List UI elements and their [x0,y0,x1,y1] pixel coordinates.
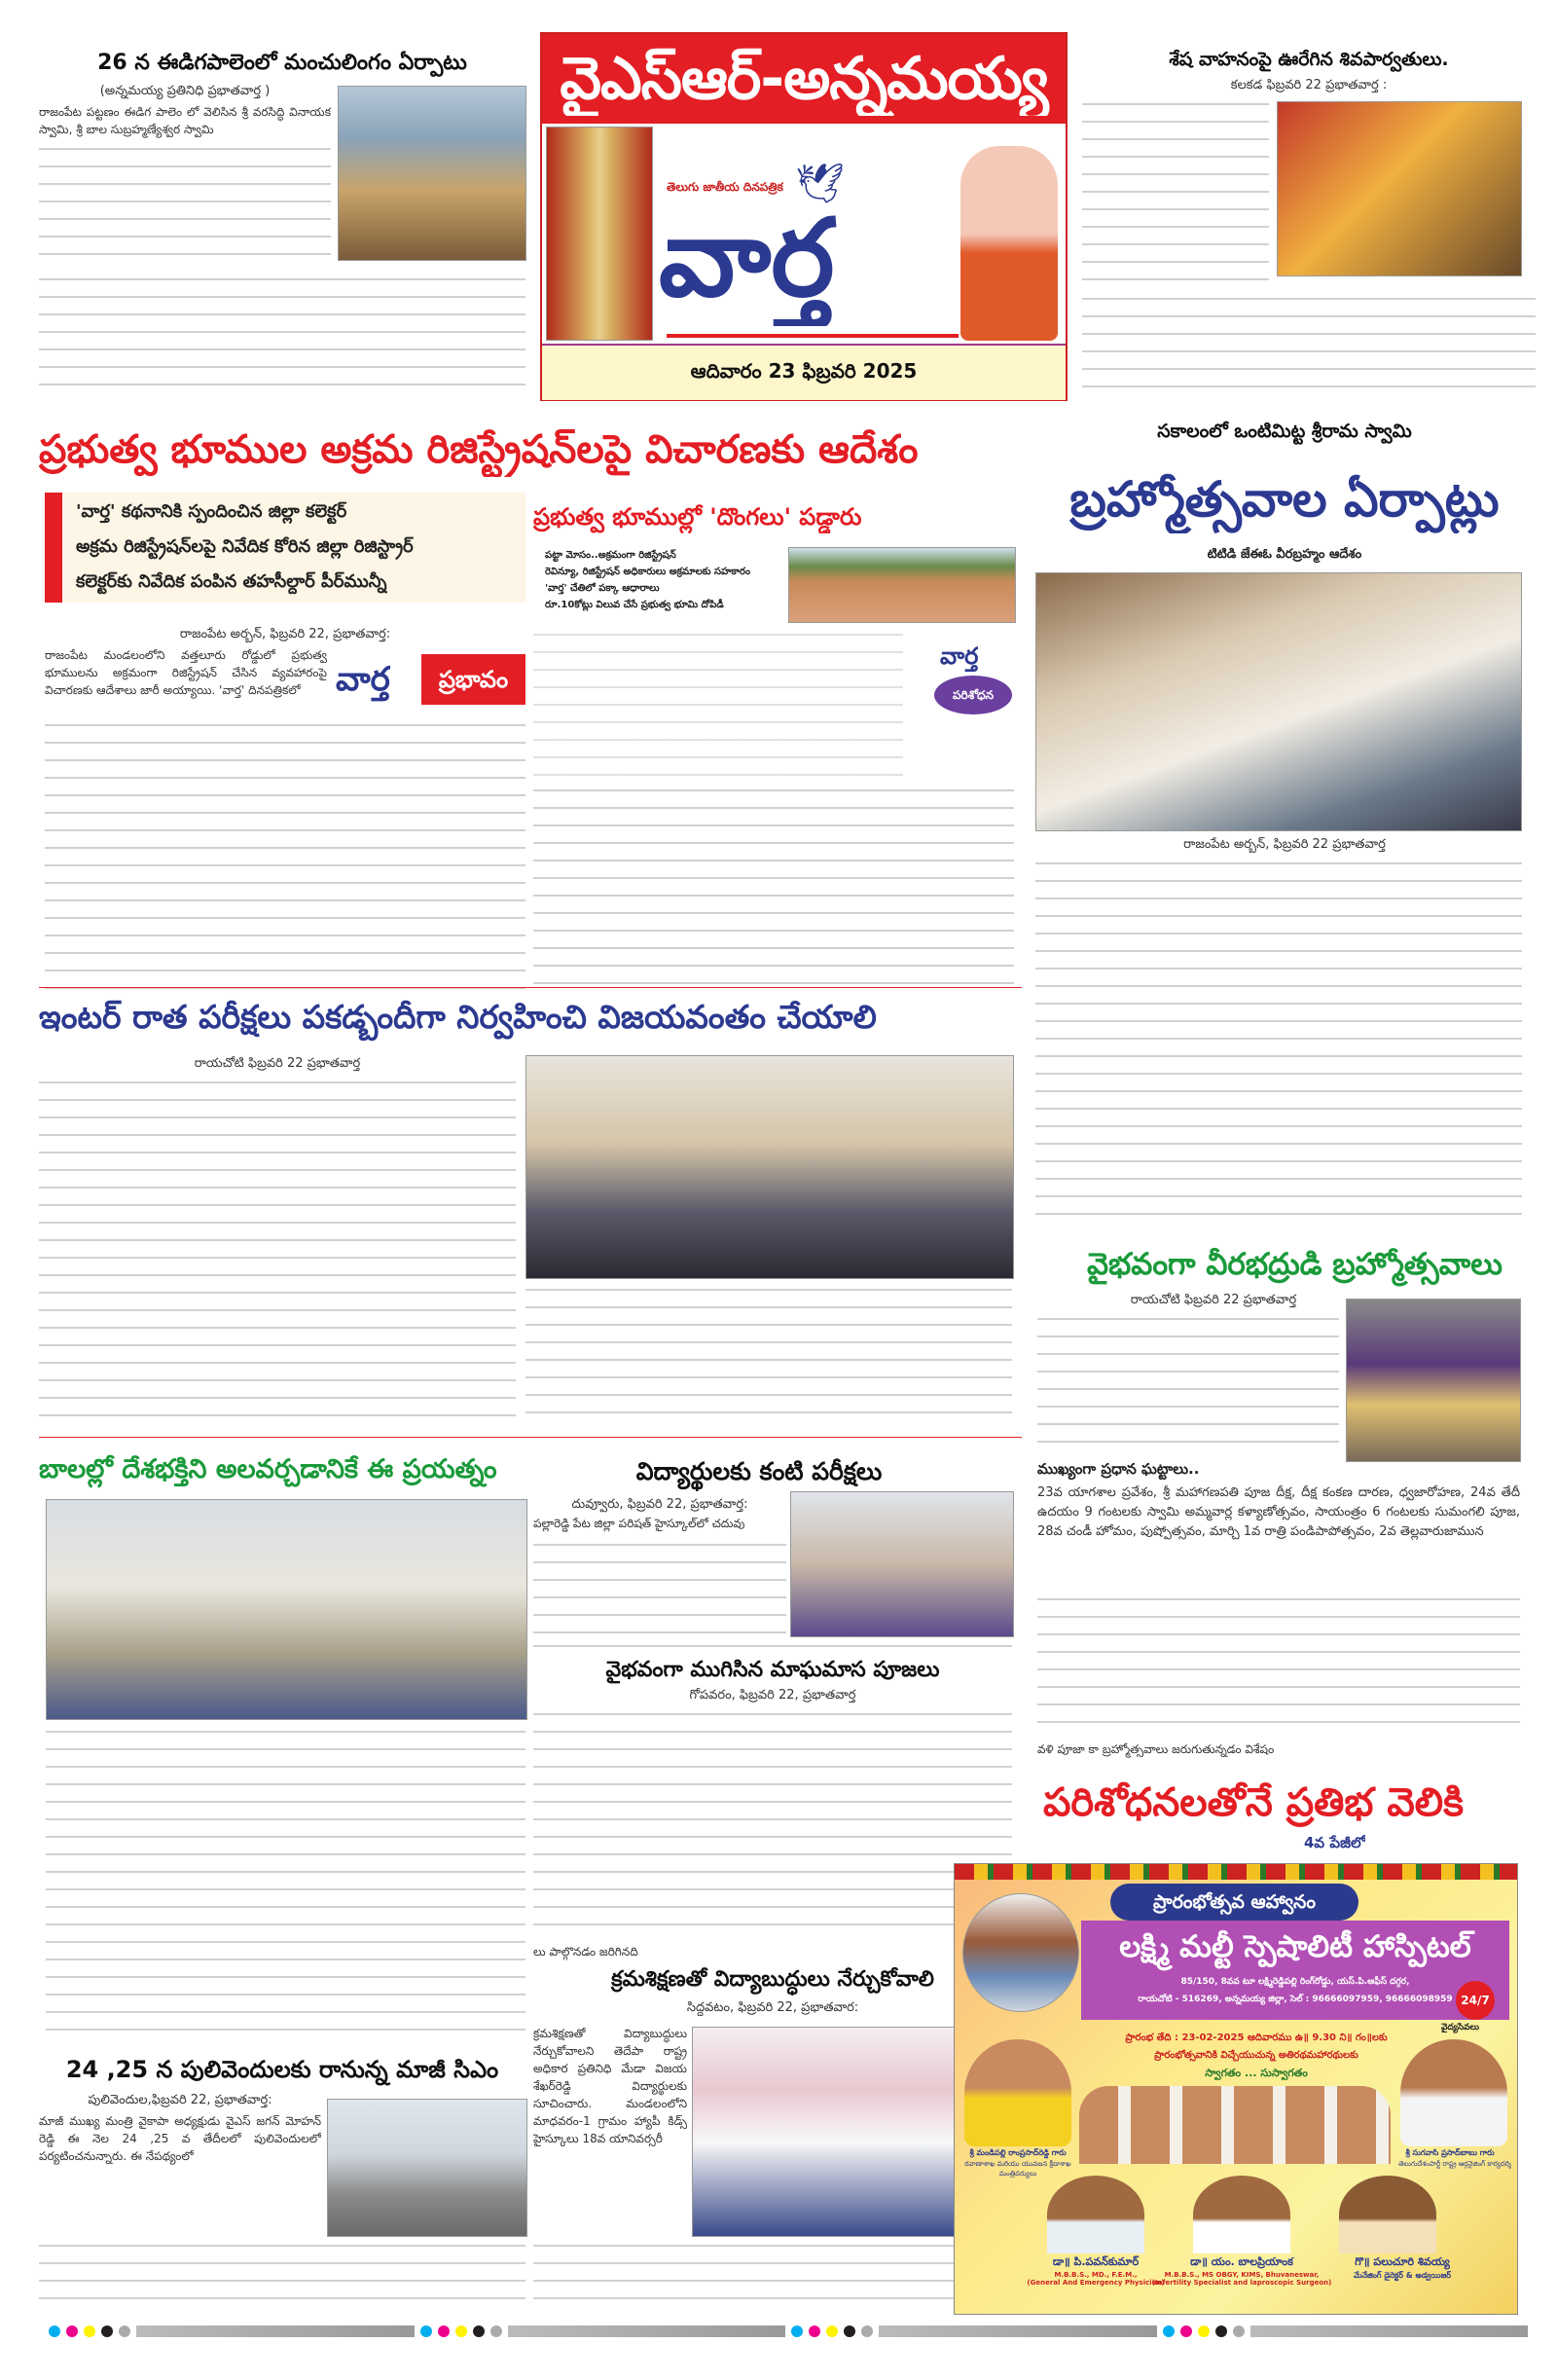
guest-left-title: రవాణాశాఖ మరియు యువజన క్రీడాశాఖ మంత్రివర్యులు [964,2160,1071,2178]
registration-gray-bar [508,2325,786,2337]
lead-headline: ప్రభుత్వ భూముల అక్రమ రిజిస్ట్రేషన్‌లపై విచారణకు ఆదేశం [39,427,919,472]
dateline: రాజంపేట అర్బన్, ఫిబ్రవరి 22 ప్రభాతవార్త [1183,837,1386,852]
24-7-badge: 24/7 [1456,1981,1495,2020]
registration-dot [455,2325,467,2337]
registration-dot [1198,2325,1210,2337]
doctor-card [1329,2255,1475,2282]
article-body: రాజంపేట మండలంలోని వత్తలూరు రోడ్డులో ప్రభుత్వ భూములను అక్రమంగా రిజిస్ట్రేషన్ చేసిన వ్యవహారంపై విచారణకు ఆదేశాలు జారీ అయ్యాయి. 'వార్త' దినపత్రికలో [45,648,327,697]
registration-dot [809,2325,820,2337]
article-text-block [45,718,525,991]
registration-gray-bar [879,2325,1157,2337]
badge-label: ప్రభావం [421,654,525,705]
section-label: ముఖ్యంగా ప్రధాన ఘట్టాలు.. [1037,1460,1200,1478]
registration-dot [490,2325,502,2337]
article-text-block [1035,857,1522,1227]
doctor-spec: మేనేజింగ్ డైరెక్టర్ & అడ్వయిజర్ [1353,2271,1452,2280]
doctor-photo [1339,2176,1436,2253]
newspaper-logo: వార్త [659,196,835,320]
headline-dongalu: ప్రభుత్వ భూముల్లో 'దొంగలు' పడ్డారు [533,503,862,531]
helipad-inspection-photo [327,2099,527,2237]
date-bar [542,344,1066,400]
article-text-block [1082,97,1269,292]
registration-dot [119,2325,130,2337]
divider [39,987,1022,988]
temple-photo [338,86,526,261]
deity-photo [546,127,653,341]
page-jump-link[interactable]: 4వ పేజీలో [1304,1834,1366,1851]
article-text-block [533,1639,1012,1647]
guest-left-photo [964,2039,1071,2146]
dateline: గోపవరం, ఫిబ్రవరి 22, ప్రభాతవార్త [689,1688,856,1703]
accent-bar [45,493,62,603]
article-text-block [525,1283,1012,1429]
article-text-block [533,1538,786,1635]
dongalu-highlights [545,547,788,613]
registration-dot [438,2325,450,2337]
registration-dot [844,2325,855,2337]
article-text-block [39,1076,516,1426]
kicker: సకాలంలో ఒంటిమిట్ట శ్రీరామ స్వామి [1157,421,1412,442]
doctor-spec: (General And Emergency Physician) [1027,2279,1165,2287]
shiva-parvati-photo [1277,101,1522,276]
registration-dot [84,2325,95,2337]
guest-left-name: శ్రీ మండిపల్లి రాంప్రసాద్‌రెడ్డి గారు [969,2148,1067,2157]
meeting-photo [1035,572,1522,831]
tagline: తెలుగు జాతీయ దినపత్రిక [667,180,783,194]
annamayya-illustration [960,146,1058,341]
article-body: క్రమశిక్షణతో విద్యాబుద్ధులు నేర్చుకోవాలని తెదేపా రాష్ట్ర అధికార ప్రతినిధి మేడా విజయ శేఖర్‌రెడ్డి విద్యార్థులకు సూచించారు. మండలంలోని మాధవరం-1 గ్రామం హ్యాపీ కిడ్స్ హైస్కూలు 18వ యానివర్సరీ [533,2027,687,2145]
varta-prabhavam-badge [336,654,525,705]
varta-parishodhana-badge [934,642,1012,720]
print-registration-bar [49,2325,1528,2338]
logo-underline [667,334,959,338]
subhead: టిటిడి జేఈఓ వీరబ్రహ్మం ఆదేశం [1207,547,1362,562]
exam-review-meeting-photo [525,1055,1014,1279]
headline-brahmotsavam: బ్రహ్మోత్సవాల ఏర్పాట్లు [1069,471,1500,528]
doctor-quals: M.B.B.S., MD., F.E.M., [1054,2271,1138,2279]
headline-shesha-vahanam: శేష వాహనంపై ఊరేగిన శివపార్వతులు. [1169,49,1449,70]
badge-logo: వార్త [940,642,979,670]
hospital-building-photo [962,1893,1079,2012]
lead-highlights-box [45,493,525,603]
badge-label: పరిశోధన [934,676,1012,714]
doctor-quals: M.B.B.S., MS OBGY, KIMS, Bhuvaneswar, [1164,2271,1320,2279]
doctor-name: గొ॥ పలుచూరి శివయ్య [1355,2255,1450,2268]
headline-deshabhakti: బాలల్లో దేశభక్తిని అలవర్చడానికే ఈ ప్రయత్నం [39,1454,497,1484]
article-closing: వళి పూజా కా బ్రహ్మోత్సవాలు జరుగుతున్నడం విశేషం [1037,1742,1275,1756]
highlight-line: కలెక్టర్‌కు నివేదిక పంపిన తహసీల్దార్ పీర్‌మున్నీ [76,571,387,592]
opening-date: ప్రారంభ తేది : 23-02-2025 ఆదివారము ఉ॥ 9.30 ని॥ గం॥లకు [1125,2032,1388,2043]
garland-decoration [955,1864,1517,1880]
headline-veerabhadra: వైభవంగా వీరభద్రుడి బ్రహ్మోత్సవాలు [1087,1247,1503,1282]
registration-gray-bar [136,2325,415,2337]
highlight-line: 'వార్త' చేతిలో పక్కా ఆధారాలు [545,583,660,594]
dove-icon: 🕊 [795,162,845,206]
registration-dot [473,2325,485,2337]
headline-inter: ఇంటర్ రాత పరీక్షలు పకడ్బందీగా నిర్వహించి విజయవంతం చేయాలి [39,998,877,1036]
dateline: రాయచోటి ఫిబ్రవరి 22 ప్రభాతవార్త [194,1056,361,1071]
article-body: రాజంపేట పట్టణం ఈడిగ పాలెం లో వెలిసిన శ్రీ వరసిద్ధి వినాయక స్వామి, శ్రీ బాల సుబ్రహ్మణ్యేశ్వర స్వామి [39,105,331,136]
guest-right-name: శ్రీ సుగవాసి ప్రసాద్‌బాబు గారు [1405,2148,1495,2157]
doctor-card [1023,2255,1169,2287]
article-text-block [46,1725,525,2041]
doctor-name: డా॥ పి.పవన్‌కుమార్ [1052,2255,1140,2268]
registration-dot [861,2325,873,2337]
veerabhadra-deity-photo [1346,1299,1521,1462]
divider [39,1437,1022,1438]
headline-parishodhana: పరిశోధనలతోనే ప్రతిభ వెలికి [1042,1780,1464,1825]
article-text-block [533,2239,1012,2312]
guest-right-title: తెలుగుదేశంపార్టీ రాష్ట్ర ఆర్గనైజింగ్ కార్యదర్శి [1398,2160,1511,2168]
dateline: రాయచోటి ఫిబ్రవరి 22 ప్రభాతవార్త [1130,1293,1297,1307]
article-text-block [39,2239,525,2312]
dateline: కలకడ ఫిబ్రవరి 22 ప్రభాతవార్త : [1230,78,1388,92]
doctor-photo [1193,2176,1290,2253]
article-text-block [39,142,331,269]
headline-manchulingam: 26 న ఈడిగపాలెంలో మంచులింగం ఏర్పాటు [97,51,467,75]
hospital-advertisement [954,1863,1518,2315]
article-text-block [39,273,525,389]
masthead [540,32,1068,401]
registration-dot [791,2325,803,2337]
leaders-photo-row [1079,2086,1391,2164]
dateline: దువ్వూరు, ఫిబ్రవరి 22, ప్రభాతవార్త: [571,1497,748,1512]
eye-test-photo [790,1491,1014,1637]
dateline: రాజంపేట అర్బన్, ఫిబ్రవరి 22, ప్రభాతవార్త: [179,627,391,641]
article-body: పల్లారెడ్డి పేట జిల్లా పరిషత్ హైస్కూల్‌లో చదువు [533,1517,745,1530]
dateline: సిద్దవటం, ఫిబ్రవరి 22, ప్రభాతవార: [686,2000,859,2015]
article-text-block [1037,1312,1339,1448]
hospital-address: రాయచోటి - 516269, అన్నమయ్య జిల్లా, సెల్ : 9666609795‌9, 9666609895‌9 [1138,1995,1453,2004]
ad-banner: ప్రారంభోత్సవ ఆహ్వానం [1110,1884,1358,1921]
dateline: (అన్నమయ్య ప్రతినిధి ప్రభాతవార్త ) [99,84,271,98]
welcome-text: స్వాగతం ... సుస్వాగతం [1205,2067,1308,2079]
highlight-line: పట్టా మోసం..అక్రమంగా రిజిస్ట్రేషన్ [545,550,676,561]
article-text-block [533,628,903,779]
headline-maghamasa: వైభవంగా ముగిసిన మాఘమాస పూజలు [605,1658,940,1682]
registration-dot [420,2325,432,2337]
article-body: 23వ యాగశాల ప్రవేశం, శ్రీ మహాగణపతి పూజ దీక్ష, దీక్ష కంకణ దారణ, ధ్వజారోహణ, 24వ తేదీ ఉదయం 9 గంటలకు స్వామి అమ్మవార్ల కళ్యాణోత్సవం, సాయంత్రం 6 గంటలకు సుమంగలి పూజ, 28వ చండీ హోమం, పుష్పోత్సవం, మార్చి 1వ రాత్రి పండిపాపోత్సవం, 2వ తెల్లవారుజామున [1037,1485,1520,1539]
edition-date: ఆదివారం 23 ఫిబ్రవరి 2025 [690,359,918,383]
registration-dot [101,2325,113,2337]
registration-dot [1180,2325,1192,2337]
doctor-photo [1047,2176,1144,2253]
hospital-name-panel [1081,1921,1509,2020]
24-7-label: వైద్యసేవలు [1441,2023,1480,2032]
highlight-line: రెవిన్యూ, రిజిస్ట్రేషన్ అధికారులు అక్రమాలకు సహకారం [545,567,751,577]
edition-title: వైఎస్ఆర్-అన్నమయ్య [560,45,1048,113]
invitation-text: ప్రారంభోత్సవానికి విచ్చేయుచున్న అతిరథమహారథులకు [1154,2050,1358,2061]
doctor-name: డా॥ యం. బాలప్రియాంక [1190,2255,1293,2268]
registration-gray-bar [1250,2325,1529,2337]
edition-title-band [542,34,1066,124]
doctor-card [1149,2255,1334,2287]
headline-pulivendula: 24 ,25 న పులివెందులకు రానున్న మాజీ సిఎం [65,2056,499,2083]
article-closing: లు పాల్గొనడం జరిగినది [533,1945,638,1959]
article-text-block [1037,1593,1520,1739]
badge-logo: వార్త [336,660,390,699]
hospital-name: లక్ష్మి మల్టీ స్పెషాలిటీ హాస్పిటల్ [1119,1929,1471,1964]
registration-dot [1163,2325,1175,2337]
article-text-block [1082,292,1536,389]
article-text-block [533,784,1014,988]
highlight-line: అక్రమ రిజిస్ట్రేషన్‌లపై నివేదిక కోరిన జిల్లా రిజిస్ట్రార్ [76,536,414,557]
school-event-photo [46,1499,527,1720]
doctor-spec: (Infertility Specialist and laproscopic Surgeon) [1151,2279,1332,2287]
registration-dot [49,2325,60,2337]
highlight-line: 'వార్త' కథనానికి స్పందించిన జిల్లా కలెక్టర్ [76,501,347,522]
hospital-address: 85/150, 8వవ టూ లక్ష్మిరెడ్డిపల్లి రింగ్‌రోడ్డు, యస్.పి.ఆఫీస్ దగ్గర, [1180,1977,1410,1987]
dateline: పులివెందుల,ఫిబ్రవరి 22, ప్రభాతవార్త: [88,2093,272,2107]
land-photo [788,547,1016,623]
headline-kramashikshana: క్రమశిక్షణతో విద్యాబుద్ధులు నేర్చుకోవాలి [611,1967,934,1992]
registration-dot [1233,2325,1245,2337]
guest-right-photo [1400,2039,1507,2146]
registration-dot [826,2325,838,2337]
highlight-line: రూ.10కోట్లు విలువ చేసే ప్రభుత్వ భూమి దోపిడీ [545,600,724,610]
article-body: మాజీ ముఖ్య మంత్రి వైకాపా అధ్యక్షుడు వైఎస్ జగన్ మోహన్ రెడ్డి ఈ నెల 24 ,25 వ తేదీలలో పులివెందులలో పర్యటించనున్నారు. ఈ నేపథ్యంలో [39,2114,321,2163]
article-text-block [533,1707,1012,1941]
registration-dot [1215,2325,1227,2337]
registration-dot [66,2325,78,2337]
headline-kanti: విద్యార్థులకు కంటి పరీక్షలు [635,1457,883,1485]
